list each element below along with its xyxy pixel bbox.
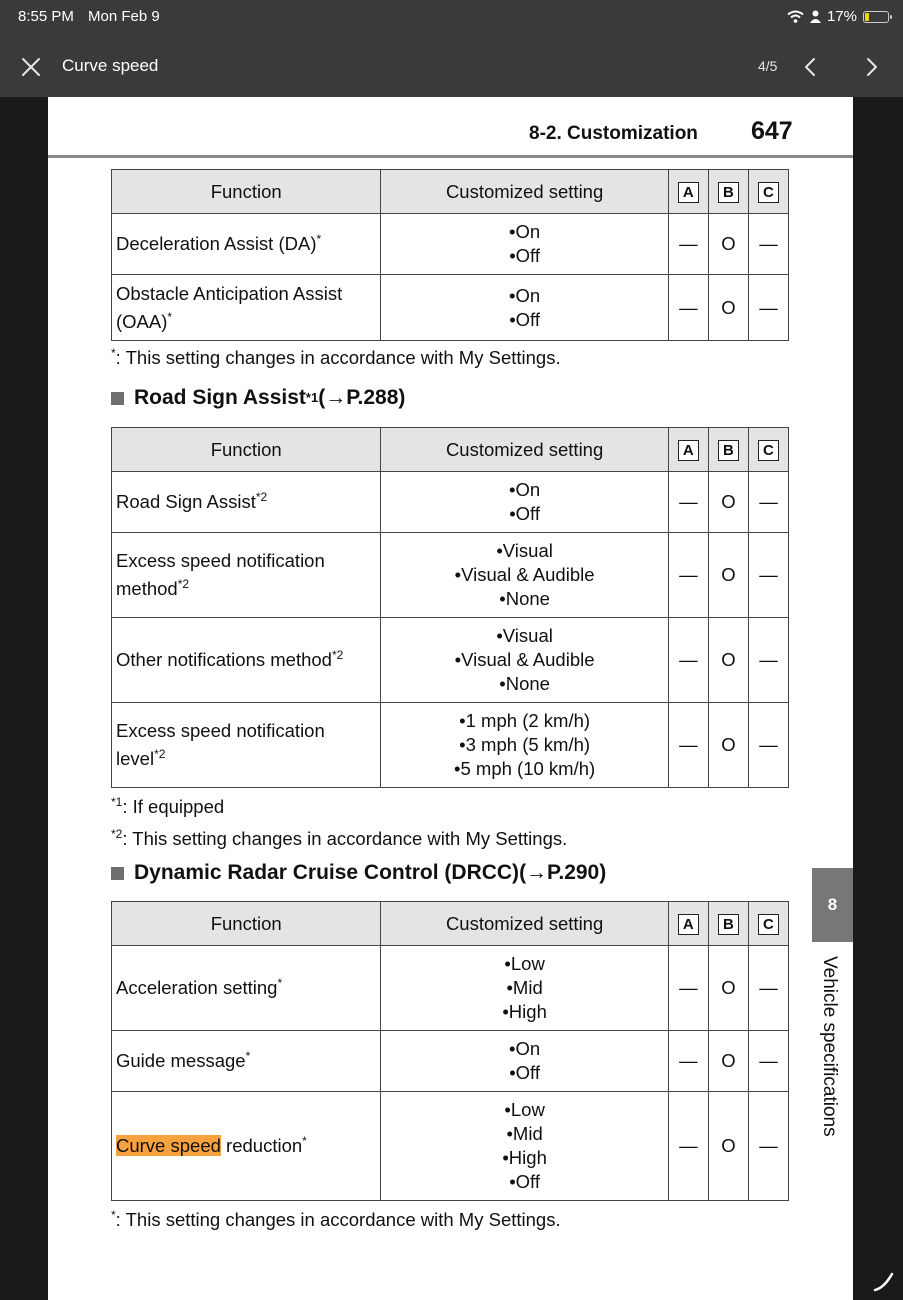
status-indicators	[787, 8, 889, 25]
status-time: 8:55 PM	[18, 8, 74, 25]
page-ref-link[interactable]: (→P.290)	[519, 861, 607, 884]
footnote	[111, 796, 224, 818]
footnote-text: : This setting changes in accordance with My Settings.	[115, 1209, 561, 1230]
header-function: Function	[112, 170, 381, 214]
label-a: A	[678, 914, 699, 935]
mark-b: O	[708, 703, 748, 788]
footnote	[111, 347, 561, 369]
mark-c: —	[748, 214, 788, 275]
mark-b: O	[708, 946, 748, 1031]
mark-c: —	[748, 618, 788, 703]
mark-b: O	[708, 275, 748, 341]
table-header-row	[112, 902, 789, 946]
footnote	[111, 828, 567, 850]
option: •Visual	[496, 540, 553, 561]
setting-cell	[381, 533, 668, 618]
label-c: C	[758, 440, 779, 461]
header-b	[708, 428, 748, 472]
option: •None	[499, 673, 550, 694]
option: •Low	[504, 1099, 545, 1120]
mark-a: —	[668, 703, 708, 788]
mark-b: O	[708, 533, 748, 618]
function-cell	[112, 618, 381, 703]
table-header-row	[112, 170, 789, 214]
function-name: Other notifications method	[116, 649, 332, 670]
option: •3 mph (5 km/h)	[459, 734, 591, 755]
footnote-ref: *2	[177, 577, 190, 591]
page-ref-link[interactable]: (→P.288)	[318, 386, 406, 409]
close-icon[interactable]	[18, 54, 44, 80]
option: •Off	[509, 245, 540, 266]
function-name: reduction	[220, 1135, 303, 1156]
settings-table-road-sign-assist	[111, 427, 789, 788]
header-a	[668, 428, 708, 472]
mark-a: —	[668, 472, 708, 533]
section-heading-road-sign-assist: Road Sign Assist *1 (→P.288)	[111, 386, 405, 410]
header-b	[708, 170, 748, 214]
mark-c: —	[748, 1031, 788, 1092]
footnote-ref: *2	[255, 490, 268, 504]
settings-table-assist	[111, 169, 789, 341]
footnote-ref: *2	[154, 747, 166, 761]
header-setting: Customized setting	[381, 170, 668, 214]
label-b: B	[718, 914, 739, 935]
mark-c: —	[748, 1092, 788, 1201]
footnote-mark: *1	[111, 795, 123, 809]
section-heading-drcc	[111, 861, 606, 885]
footnote	[111, 1209, 561, 1231]
function-cell	[112, 1092, 381, 1201]
section-bullet	[111, 392, 124, 405]
footnote-text: : This setting changes in accordance with My Settings.	[115, 347, 561, 368]
setting-cell	[381, 275, 668, 341]
battery-icon	[863, 11, 889, 23]
option: •Off	[509, 503, 540, 524]
setting-cell	[381, 1092, 668, 1201]
table-row	[112, 618, 789, 703]
header-function: Function	[112, 428, 381, 472]
header-function: Function	[112, 902, 381, 946]
option: •Off	[509, 1171, 540, 1192]
function-cell	[112, 533, 381, 618]
search-highlight: Curve speed	[116, 1135, 221, 1156]
table-row	[112, 703, 789, 788]
mark-a: —	[668, 946, 708, 1031]
table-row	[112, 275, 789, 341]
mark-b: O	[708, 1092, 748, 1201]
label-c: C	[758, 182, 779, 203]
label-c: C	[758, 914, 779, 935]
label-a: A	[678, 440, 699, 461]
function-name: Excess speed notification	[116, 720, 325, 741]
setting-cell	[381, 618, 668, 703]
footnote-text: : If equipped	[122, 796, 225, 817]
settings-table-drcc	[111, 901, 789, 1201]
page-header	[48, 97, 853, 158]
mark-a: —	[668, 214, 708, 275]
option: •1 mph (2 km/h)	[459, 710, 591, 731]
footnote-mark: *	[111, 1208, 116, 1222]
document-page[interactable]	[48, 97, 853, 1300]
table-row	[112, 946, 789, 1031]
function-cell	[112, 214, 381, 275]
option: •On	[509, 284, 541, 306]
function-name: Acceleration setting	[116, 977, 278, 998]
chapter-label: Vehicle specifications	[819, 956, 840, 1137]
top-bar	[0, 0, 903, 97]
section-reference: 8-2. Customization	[529, 123, 698, 144]
mark-c: —	[748, 703, 788, 788]
option: •High	[502, 1147, 547, 1168]
mark-b: O	[708, 214, 748, 275]
mark-c: —	[748, 472, 788, 533]
chapter-tab: 8	[812, 868, 853, 942]
function-cell	[112, 275, 381, 341]
table-header-row	[112, 428, 789, 472]
search-query-title: Curve speed	[62, 56, 159, 75]
mark-c: —	[748, 533, 788, 618]
footnote-ref: *	[302, 1134, 307, 1148]
option: •Mid	[506, 1123, 543, 1144]
mark-a: —	[668, 618, 708, 703]
function-name-cont: method	[116, 578, 178, 599]
footnote-ref: *	[316, 232, 322, 246]
setting-cell	[381, 214, 668, 275]
label-b: B	[718, 182, 739, 203]
setting-cell	[381, 1031, 668, 1092]
header-a	[668, 902, 708, 946]
footnote-text: : This setting changes in accordance with My Settings.	[122, 828, 568, 849]
header-b	[708, 902, 748, 946]
setting-cell	[381, 472, 668, 533]
table-row	[112, 214, 789, 275]
function-cell	[112, 946, 381, 1031]
footnote-ref: *	[167, 309, 173, 324]
function-name: Guide message	[116, 1050, 246, 1071]
option: •Visual & Audible	[454, 649, 595, 670]
option: •Off	[509, 1062, 540, 1083]
section-bullet	[111, 867, 124, 880]
header-c	[748, 902, 788, 946]
header-c	[748, 170, 788, 214]
table-row	[112, 472, 789, 533]
chevron-right-icon[interactable]	[860, 54, 884, 80]
function-name: Deceleration Assist (DA)	[116, 233, 317, 254]
section-title: Road Sign Assist	[134, 386, 306, 409]
function-name-cont: level	[116, 748, 155, 769]
option: •High	[502, 1001, 547, 1022]
mark-c: —	[748, 946, 788, 1031]
header-setting: Customized setting	[381, 902, 668, 946]
setting-cell	[381, 703, 668, 788]
function-cell	[112, 703, 381, 788]
section-title: Dynamic Radar Cruise Control (DRCC)	[134, 861, 520, 884]
function-name: Road Sign Assist	[116, 491, 256, 512]
function-name: Excess speed notification	[116, 550, 325, 571]
mark-a: —	[668, 1092, 708, 1201]
option: •On	[509, 479, 541, 500]
person-icon	[810, 10, 821, 23]
battery-percent: 17%	[826, 8, 857, 25]
header-setting: Customized setting	[381, 428, 668, 472]
header-a	[668, 170, 708, 214]
label-b: B	[718, 440, 739, 461]
label-a: A	[678, 182, 699, 203]
table-row	[112, 1092, 789, 1201]
status-date: Mon Feb 9	[88, 8, 160, 25]
setting-cell	[381, 946, 668, 1031]
option: •5 mph (10 km/h)	[454, 758, 596, 779]
option: •Low	[504, 953, 545, 974]
option: •Visual	[496, 625, 553, 646]
mark-b: O	[708, 618, 748, 703]
option: •None	[499, 588, 550, 609]
mark-a: —	[668, 1031, 708, 1092]
footnote-mark: *	[111, 346, 116, 360]
option: •On	[509, 221, 541, 242]
footnote-mark: *2	[111, 827, 123, 841]
table-row	[112, 533, 789, 618]
footnote-ref: *2	[331, 648, 344, 662]
wifi-icon	[787, 10, 804, 23]
mark-a: —	[668, 275, 708, 341]
option: •Mid	[506, 977, 543, 998]
function-name-cont: (OAA)	[116, 310, 168, 332]
mark-a: —	[668, 533, 708, 618]
match-counter: 4/5	[758, 58, 778, 74]
option: •Off	[509, 308, 540, 330]
footnote-ref: *	[245, 1049, 251, 1063]
page-number: 647	[751, 117, 793, 145]
option: •On	[509, 1038, 541, 1059]
function-name: Obstacle Anticipation Assist	[116, 282, 343, 304]
mark-b: O	[708, 1031, 748, 1092]
function-cell	[112, 472, 381, 533]
battery-fill	[865, 13, 869, 21]
function-cell	[112, 1031, 381, 1092]
markup-pen-icon[interactable]	[872, 1266, 898, 1294]
table-row	[112, 1031, 789, 1092]
option: •Visual & Audible	[454, 564, 595, 585]
chevron-left-icon[interactable]	[798, 54, 822, 80]
header-c	[748, 428, 788, 472]
footnote-ref: *	[277, 976, 283, 990]
mark-b: O	[708, 472, 748, 533]
mark-c: —	[748, 275, 788, 341]
